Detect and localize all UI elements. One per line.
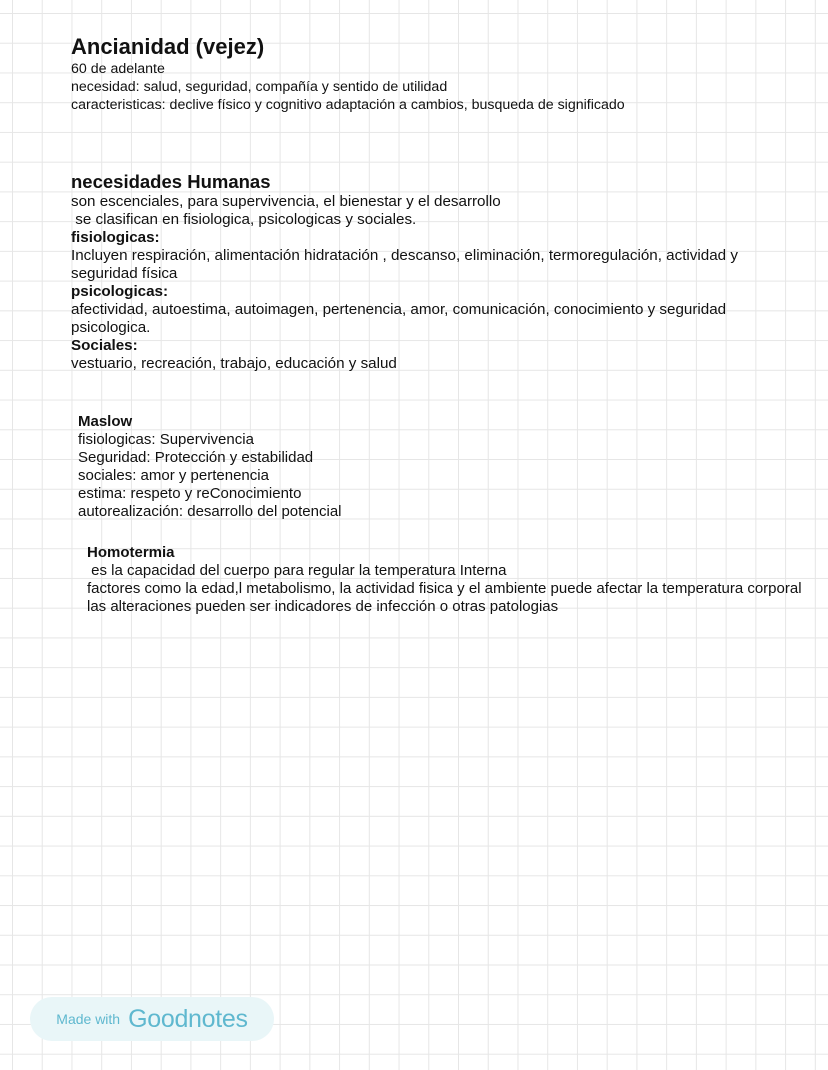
note-line: son escenciales, para supervivencia, el bienestar y el desarrollo: [71, 193, 501, 210]
note-line: necesidad: salud, seguridad, compañía y sentido de utilidad: [71, 79, 448, 95]
note-paragraph: afectividad, autoestima, autoimagen, pertenencia, amor, comunicación, conocimiento y seguridad psicologica.: [71, 301, 727, 336]
note-line: es la capacidad del cuerpo para regular la temperatura Interna: [87, 562, 507, 579]
note-line: estima: respeto y reConocimiento: [78, 485, 302, 502]
note-paragraph: factores como la edad,l metabolismo, la actividad fisica y el ambiente puede afectar la temperatura corporal: [87, 580, 802, 597]
note-line: 60 de adelante: [71, 61, 165, 77]
goodnotes-watermark: [30, 997, 274, 1041]
note-line: sociales: amor y pertenencia: [78, 467, 269, 484]
note-line: caracteristicas: declive físico y cognitivo adaptación a cambios, busqueda de significado: [71, 97, 625, 113]
subheading-fisiologicas: fisiologicas:: [71, 229, 160, 246]
section-title: necesidades Humanas: [71, 171, 271, 192]
subheading-sociales: Sociales:: [71, 337, 138, 354]
note-paragraph: Incluyen respiración, alimentación hidratación , descanso, eliminación, termoregulación, actividad y seguridad física: [71, 247, 738, 282]
note-line: las alteraciones pueden ser indicadores de infección o otras patologias: [87, 598, 559, 615]
section-title: Ancianidad (vejez): [71, 34, 265, 59]
section-homotermia: [87, 544, 807, 616]
note-line: fisiologicas: Supervivencia: [78, 431, 254, 448]
goodnotes-logo: Goodnotes: [128, 1004, 248, 1033]
section-title: Maslow: [78, 413, 133, 430]
note-line: se clasifican en fisiologica, psicologicas y sociales.: [71, 211, 417, 228]
section-necesidades-humanas: [71, 171, 791, 373]
subheading-psicologicas: psicologicas:: [71, 283, 169, 300]
note-line: Seguridad: Protección y estabilidad: [78, 449, 314, 466]
note-line: autorealización: desarrollo del potencial: [78, 503, 342, 520]
section-ancianidad: [71, 34, 625, 114]
note-paragraph: vestuario, recreación, trabajo, educación y salud: [71, 355, 397, 372]
section-maslow: [78, 413, 342, 521]
section-title: Homotermia: [87, 544, 175, 561]
watermark-made-with: Made with: [56, 1011, 121, 1027]
